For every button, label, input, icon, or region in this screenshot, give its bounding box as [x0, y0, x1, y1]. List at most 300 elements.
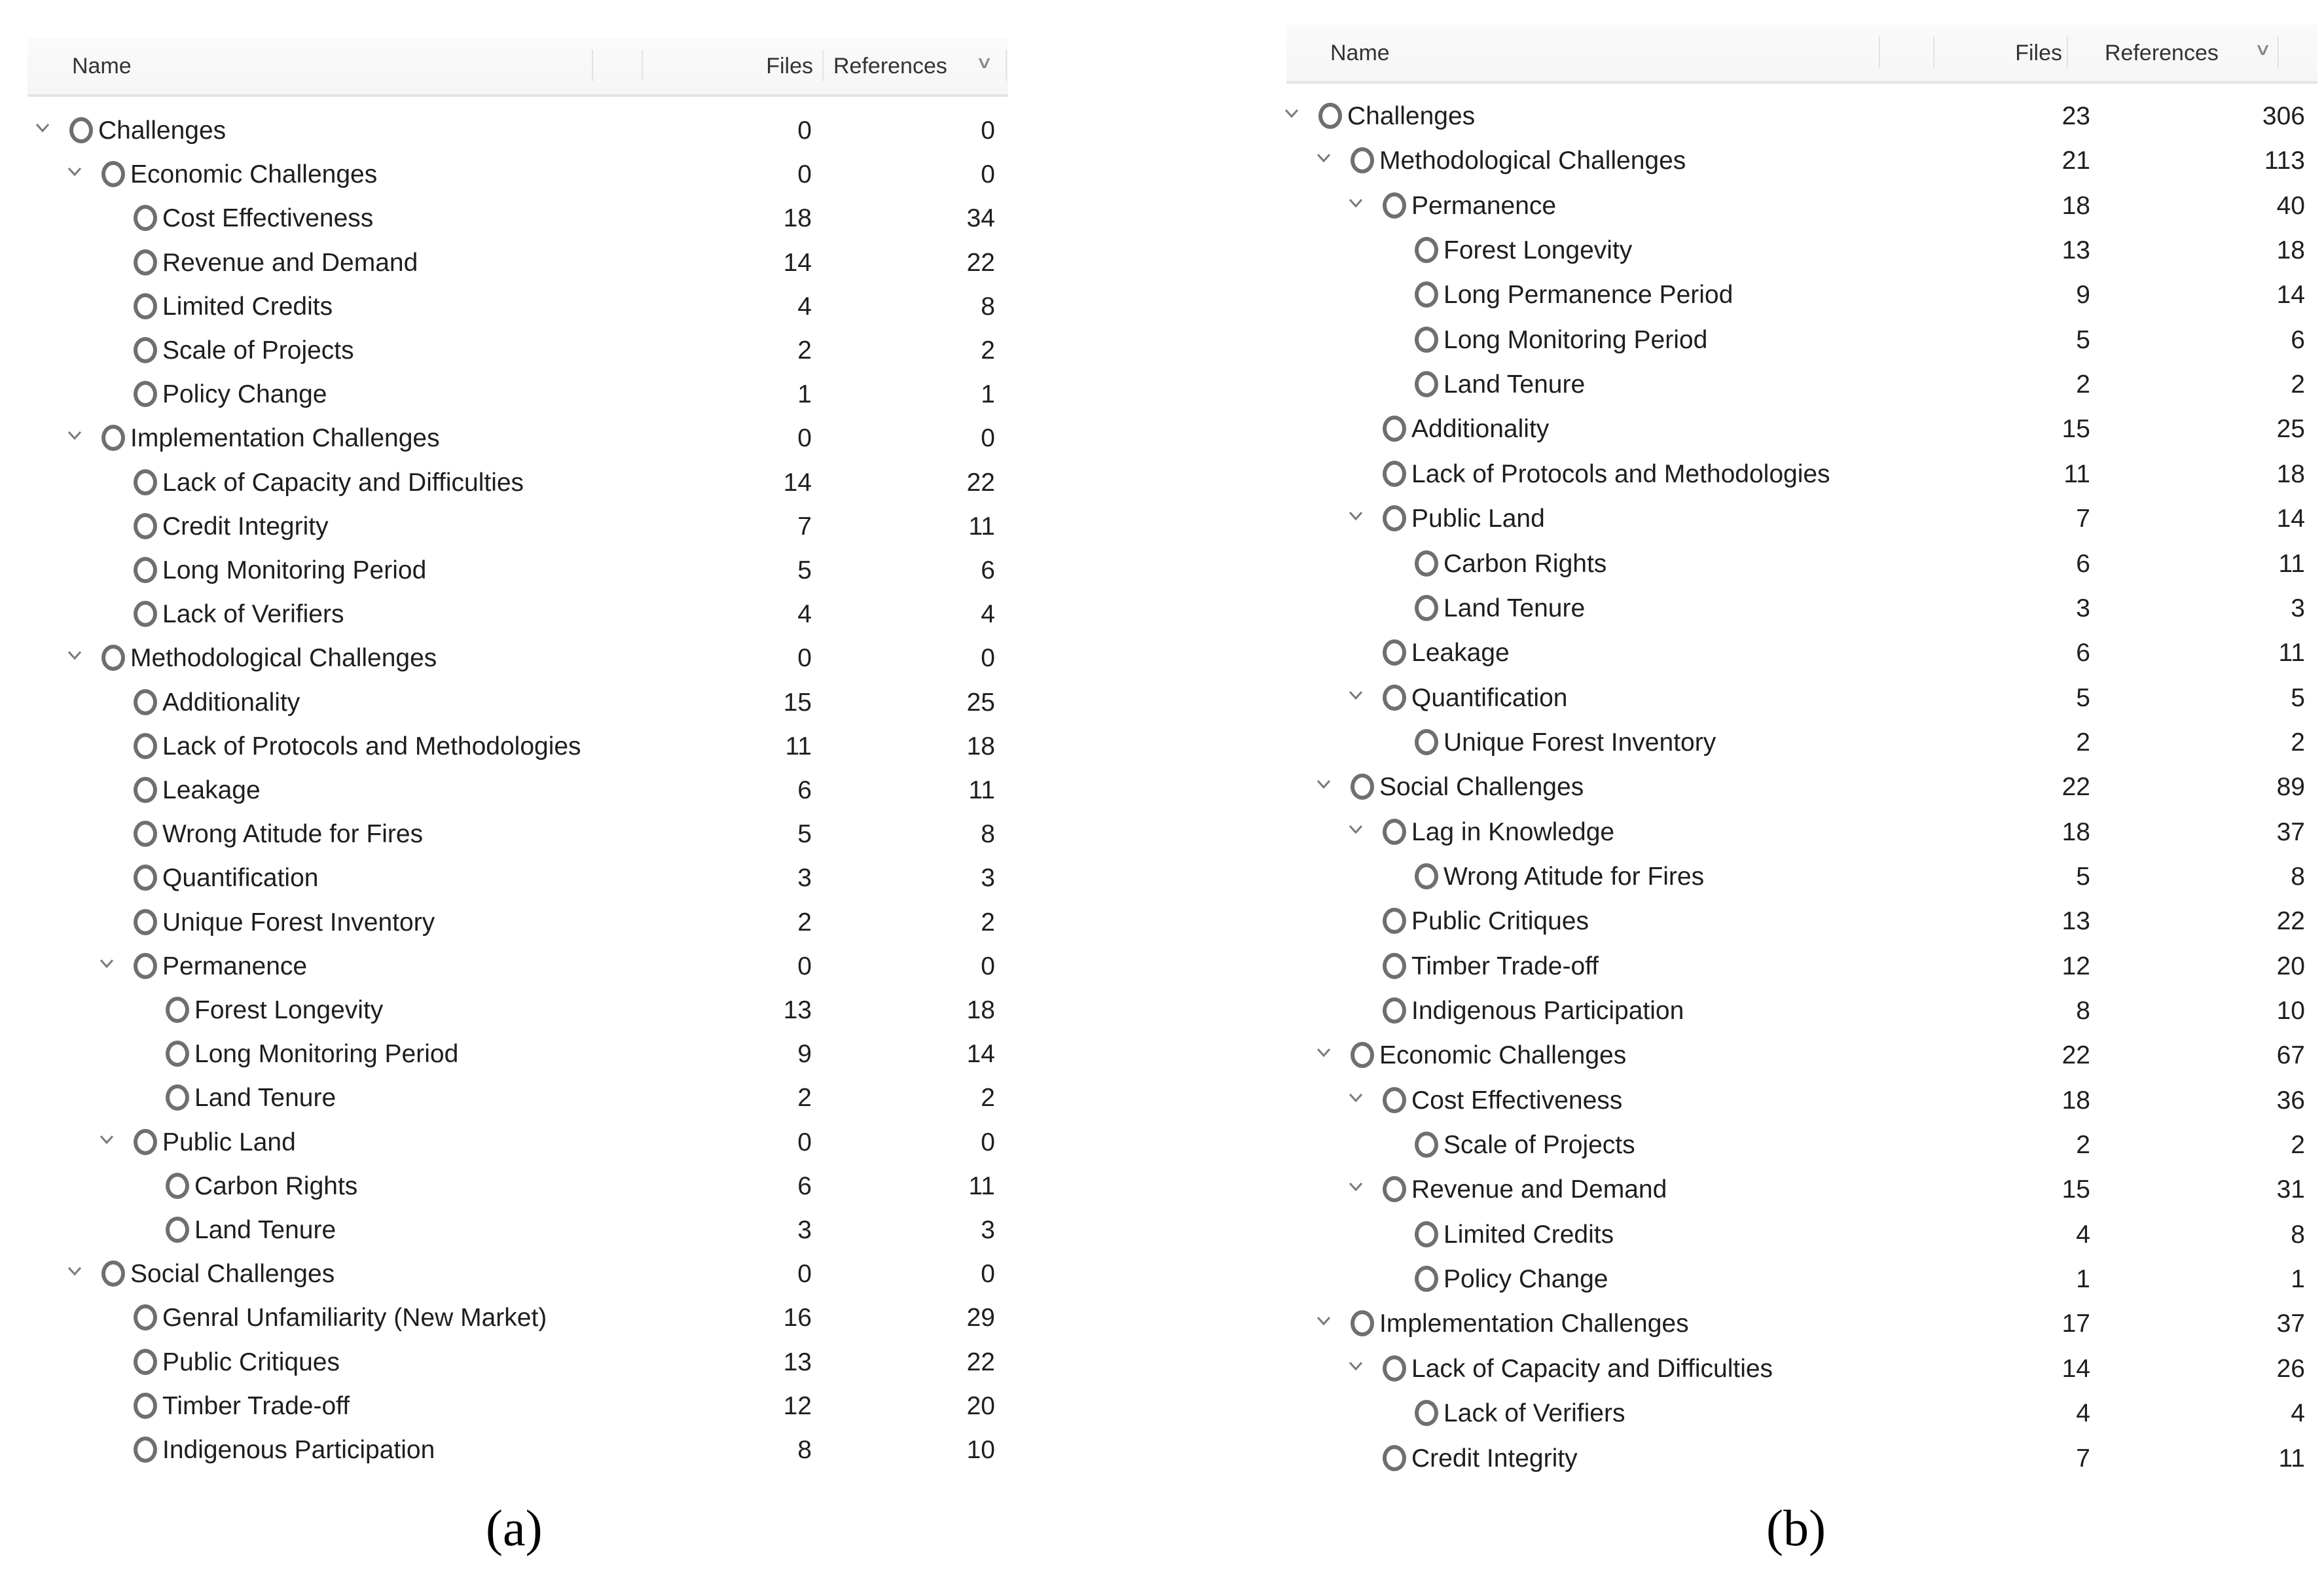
code-label: Unique Forest Inventory [162, 908, 435, 937]
tree-row[interactable] [27, 286, 1008, 329]
references-count: 11 [968, 1171, 995, 1200]
files-count: 18 [2061, 817, 2090, 846]
code-label: Long Permanence Period [1443, 281, 1734, 310]
code-label: Credit Integrity [1411, 1444, 1578, 1473]
references-count: 2 [2291, 728, 2305, 757]
code-node-icon [1383, 997, 1406, 1024]
files-count: 18 [2061, 191, 2090, 220]
tree-row[interactable] [1286, 766, 2317, 810]
references-count: 18 [966, 996, 995, 1024]
disclosure-chevron-icon[interactable] [98, 955, 115, 972]
disclosure-chevron-icon[interactable] [1315, 1044, 1332, 1061]
references-count: 0 [981, 424, 995, 453]
references-count: 89 [2276, 773, 2305, 802]
column-separator[interactable] [1879, 37, 1880, 68]
code-node-icon [134, 513, 157, 539]
references-count: 18 [2276, 236, 2305, 265]
code-label: Scale of Projects [162, 336, 354, 365]
code-node-icon [1351, 774, 1374, 800]
code-label: Revenue and Demand [1411, 1175, 1667, 1204]
references-count: 0 [981, 1260, 995, 1289]
code-node-icon [134, 1437, 157, 1463]
code-label: Economic Challenges [1379, 1041, 1627, 1070]
files-count: 5 [2076, 683, 2090, 712]
column-separator[interactable] [642, 50, 643, 81]
tree-row[interactable] [1286, 185, 2317, 228]
references-count: 10 [2276, 997, 2305, 1025]
references-count: 8 [981, 292, 995, 321]
references-count: 22 [966, 1348, 995, 1376]
disclosure-chevron-icon[interactable] [34, 119, 51, 136]
files-count: 0 [797, 424, 812, 453]
tree-row[interactable] [27, 857, 1008, 901]
tree-row[interactable] [1286, 1303, 2317, 1346]
disclosure-chevron-icon[interactable] [66, 427, 83, 444]
code-node-icon [1383, 685, 1406, 711]
tree-row[interactable] [1286, 364, 2317, 407]
tree-row[interactable] [27, 1166, 1008, 1209]
code-label: Limited Credits [1443, 1220, 1614, 1249]
column-header [27, 38, 1008, 97]
references-count: 4 [2291, 1399, 2305, 1428]
code-label: Indigenous Participation [1411, 997, 1684, 1025]
chevron-down-icon[interactable]: ∨ [2254, 39, 2272, 59]
code-node-icon [1383, 819, 1406, 845]
tree-row[interactable] [1286, 319, 2317, 363]
code-node-icon [1383, 1445, 1406, 1471]
code-node-icon [1351, 1310, 1374, 1336]
disclosure-chevron-icon[interactable] [1347, 194, 1364, 211]
references-count: 14 [2276, 505, 2305, 533]
tree-row[interactable] [1286, 677, 2317, 721]
code-label: Economic Challenges [130, 160, 378, 189]
files-count: 7 [2076, 505, 2090, 533]
code-label: Land Tenure [194, 1084, 336, 1113]
column-separator[interactable] [2278, 37, 2279, 68]
disclosure-chevron-icon[interactable] [66, 163, 83, 180]
tree-row[interactable] [1286, 1124, 2317, 1168]
code-label: Timber Trade-off [1411, 952, 1599, 980]
code-node-icon [134, 1129, 157, 1155]
tree-row[interactable] [1286, 1169, 2317, 1212]
files-count: 2 [797, 336, 812, 365]
tree-row[interactable] [1286, 230, 2317, 273]
references-count: 5 [2291, 683, 2305, 712]
disclosure-chevron-icon[interactable] [1315, 776, 1332, 793]
code-node-icon [134, 469, 157, 495]
code-node-icon [1383, 461, 1406, 487]
code-label: Leakage [162, 776, 261, 804]
files-count: 5 [797, 820, 812, 849]
files-count: 0 [797, 952, 812, 980]
files-count: 8 [797, 1436, 812, 1464]
code-label: Carbon Rights [1443, 549, 1607, 578]
files-count: 6 [2076, 639, 2090, 668]
files-count: 5 [2076, 862, 2090, 891]
code-label: Cost Effectiveness [162, 204, 374, 233]
files-count: 0 [797, 1128, 812, 1156]
column-separator[interactable] [1006, 50, 1007, 81]
tree-row[interactable] [27, 1342, 1008, 1385]
tree-row[interactable] [27, 242, 1008, 285]
tree-row[interactable] [27, 946, 1008, 989]
code-node-icon [134, 777, 157, 803]
files-count: 8 [2076, 997, 2090, 1025]
column-separator[interactable] [592, 50, 593, 81]
files-count: 4 [2076, 1399, 2090, 1428]
code-node-icon [1383, 192, 1406, 219]
references-count: 11 [2278, 1444, 2305, 1473]
tree-row[interactable] [1286, 722, 2317, 765]
references-count: 18 [966, 732, 995, 760]
tree-row[interactable] [27, 1297, 1008, 1340]
files-count: 2 [797, 908, 812, 937]
files-count: 6 [2076, 549, 2090, 578]
code-label: Leakage [1411, 639, 1510, 668]
disclosure-chevron-icon[interactable] [1347, 1089, 1364, 1106]
files-count: 14 [783, 248, 812, 277]
tree-row[interactable] [27, 990, 1008, 1033]
code-label: Policy Change [1443, 1265, 1608, 1294]
code-label: Public Critiques [1411, 907, 1589, 936]
code-node-icon [1351, 1042, 1374, 1068]
tree-row[interactable] [1286, 140, 2317, 183]
tree-row[interactable] [1286, 1438, 2317, 1481]
tree-row[interactable] [27, 462, 1008, 505]
references-count: 11 [2278, 639, 2305, 668]
tree-row[interactable] [27, 1033, 1008, 1077]
tree-row[interactable] [1286, 408, 2317, 452]
files-count: 1 [2076, 1265, 2090, 1294]
code-node-icon [1415, 237, 1438, 263]
code-node-icon [134, 381, 157, 407]
code-label: Carbon Rights [194, 1171, 358, 1200]
files-count: 14 [2061, 1354, 2090, 1383]
tree-row[interactable] [1286, 543, 2317, 586]
disclosure-chevron-icon[interactable] [98, 1131, 115, 1148]
files-count: 1 [797, 380, 812, 409]
column-name-header[interactable]: Name [1330, 41, 1390, 65]
tree-row[interactable] [27, 550, 1008, 593]
code-label: Implementation Challenges [130, 424, 440, 453]
code-node-icon [69, 117, 93, 143]
tree-row[interactable] [1286, 588, 2317, 631]
code-node-icon [134, 249, 157, 276]
disclosure-chevron-icon[interactable] [1315, 149, 1332, 166]
code-label: Policy Change [162, 380, 327, 409]
code-node-icon [1415, 1400, 1438, 1426]
panel-caption-a: (a) [486, 1499, 543, 1556]
references-count: 2 [981, 908, 995, 937]
disclosure-chevron-icon[interactable] [1283, 105, 1300, 122]
column-separator[interactable] [2067, 37, 2068, 68]
references-count: 18 [2276, 459, 2305, 488]
references-count: 20 [2276, 952, 2305, 980]
tree-row[interactable] [27, 1429, 1008, 1473]
code-node-icon [1415, 281, 1438, 308]
code-node-icon [166, 997, 189, 1023]
tree-row[interactable] [1286, 812, 2317, 855]
code-label: Methodological Challenges [130, 644, 437, 673]
references-count: 0 [981, 644, 995, 673]
tree-row[interactable] [27, 418, 1008, 461]
tree-row[interactable] [27, 110, 1008, 153]
code-node-icon [134, 689, 157, 715]
code-label: Forest Longevity [194, 996, 384, 1024]
tree-row[interactable] [27, 1122, 1008, 1165]
tree-row[interactable] [27, 1253, 1008, 1296]
references-count: 6 [2291, 325, 2305, 354]
files-count: 18 [2061, 1086, 2090, 1115]
code-node-icon [166, 1041, 189, 1067]
code-label: Scale of Projects [1443, 1131, 1635, 1160]
code-label: Timber Trade-off [162, 1391, 350, 1420]
references-count: 2 [981, 336, 995, 365]
code-node-icon [101, 1260, 125, 1287]
files-count: 13 [2061, 236, 2090, 265]
code-label: Social Challenges [1379, 773, 1584, 802]
tree-row[interactable] [27, 1385, 1008, 1429]
references-count: 37 [2276, 1310, 2305, 1338]
code-node-icon [1383, 953, 1406, 979]
tree-row[interactable] [27, 374, 1008, 417]
code-label: Wrong Atitude for Fires [162, 820, 424, 849]
disclosure-chevron-icon[interactable] [1347, 507, 1364, 524]
tree-row[interactable] [27, 154, 1008, 197]
tree-row[interactable] [27, 330, 1008, 373]
codes-tree-panel-a [27, 38, 1008, 1464]
tree-row[interactable] [27, 770, 1008, 813]
disclosure-chevron-icon[interactable] [1347, 687, 1364, 704]
tree-row[interactable] [1286, 1080, 2317, 1123]
references-count: 25 [2276, 415, 2305, 444]
tree-row[interactable] [27, 902, 1008, 945]
tree-row[interactable] [1286, 498, 2317, 541]
files-count: 22 [2061, 773, 2090, 802]
code-node-icon [134, 865, 157, 891]
code-node-icon [1415, 729, 1438, 755]
references-count: 14 [966, 1040, 995, 1069]
tree-row[interactable] [27, 198, 1008, 241]
code-node-icon [134, 953, 157, 979]
files-count: 4 [797, 600, 812, 629]
panel-caption-b: (b) [1766, 1499, 1826, 1556]
disclosure-chevron-icon[interactable] [1347, 821, 1364, 838]
tree-row[interactable] [1286, 1348, 2317, 1391]
tree-row[interactable] [27, 1077, 1008, 1120]
tree-row[interactable] [1286, 1259, 2317, 1302]
files-count: 12 [783, 1391, 812, 1420]
tree-row[interactable] [1286, 990, 2317, 1033]
files-count: 5 [797, 556, 812, 584]
disclosure-chevron-icon[interactable] [1347, 1178, 1364, 1195]
code-node-icon [1318, 103, 1342, 129]
files-count: 9 [797, 1040, 812, 1069]
files-count: 5 [2076, 325, 2090, 354]
files-count: 13 [783, 1348, 812, 1376]
references-count: 31 [2276, 1175, 2305, 1204]
files-count: 12 [2061, 952, 2090, 980]
files-count: 11 [2063, 459, 2090, 488]
code-label: Lack of Protocols and Methodologies [1411, 459, 1830, 488]
code-node-icon [1383, 1087, 1406, 1113]
references-count: 8 [981, 820, 995, 849]
references-count: 2 [2291, 370, 2305, 399]
code-label: Quantification [1411, 683, 1568, 712]
references-count: 11 [968, 512, 995, 541]
code-label: Indigenous Participation [162, 1436, 435, 1464]
code-node-icon [1415, 1132, 1438, 1158]
code-label: Limited Credits [162, 292, 333, 321]
column-separator[interactable] [1933, 37, 1934, 68]
references-count: 8 [2291, 862, 2305, 891]
code-node-icon [1415, 595, 1438, 621]
files-count: 7 [797, 512, 812, 541]
code-label: Credit Integrity [162, 512, 329, 541]
code-label: Land Tenure [1443, 370, 1586, 399]
column-separator[interactable] [822, 50, 824, 81]
tree-row[interactable] [27, 813, 1008, 857]
code-label: Revenue and Demand [162, 248, 418, 277]
disclosure-chevron-icon[interactable] [1315, 1312, 1332, 1329]
files-count: 14 [783, 468, 812, 497]
files-count: 6 [797, 776, 812, 804]
files-count: 13 [783, 996, 812, 1024]
references-count: 22 [966, 468, 995, 497]
references-count: 10 [966, 1436, 995, 1464]
files-count: 23 [2061, 102, 2090, 130]
code-label: Public Land [162, 1128, 296, 1156]
files-count: 9 [2076, 281, 2090, 310]
code-node-icon [1351, 147, 1374, 173]
code-label: Implementation Challenges [1379, 1310, 1689, 1338]
code-label: Long Monitoring Period [1443, 325, 1708, 354]
code-label: Additionality [1411, 415, 1550, 444]
files-count: 2 [2076, 1131, 2090, 1160]
tree-row[interactable] [27, 637, 1008, 681]
files-count: 2 [797, 1084, 812, 1113]
code-node-icon [134, 1393, 157, 1419]
column-files-header[interactable]: Files [766, 54, 813, 79]
code-label: Quantification [162, 864, 319, 893]
references-count: 3 [2291, 594, 2305, 622]
disclosure-chevron-icon[interactable] [66, 647, 83, 664]
tree-row[interactable] [1286, 274, 2317, 317]
tree-row[interactable] [1286, 632, 2317, 675]
code-node-icon [1383, 908, 1406, 934]
files-count: 0 [797, 160, 812, 189]
files-count: 2 [2076, 728, 2090, 757]
code-node-icon [134, 293, 157, 319]
files-count: 6 [797, 1171, 812, 1200]
tree-row[interactable] [27, 1209, 1008, 1253]
code-label: Lack of Capacity and Difficulties [162, 468, 524, 497]
files-count: 21 [2061, 147, 2090, 175]
code-label: Additionality [162, 688, 300, 717]
files-count: 3 [2076, 594, 2090, 622]
files-count: 4 [2076, 1220, 2090, 1249]
code-label: Long Monitoring Period [194, 1040, 459, 1069]
tree-row[interactable] [1286, 1035, 2317, 1078]
chevron-down-icon[interactable]: ∨ [975, 52, 993, 72]
references-count: 11 [2278, 549, 2305, 578]
column-references-header[interactable]: References [2105, 41, 2219, 65]
code-node-icon [1415, 550, 1438, 577]
references-count: 22 [966, 248, 995, 277]
tree-row[interactable] [1286, 454, 2317, 497]
code-node-icon [1383, 1355, 1406, 1382]
files-count: 2 [2076, 370, 2090, 399]
tree-row[interactable] [27, 506, 1008, 549]
code-node-icon [1415, 371, 1438, 397]
tree-row[interactable] [1286, 1393, 2317, 1436]
tree-row[interactable] [1286, 1214, 2317, 1257]
files-count: 4 [797, 292, 812, 321]
disclosure-chevron-icon[interactable] [66, 1262, 83, 1279]
code-label: Wrong Atitude for Fires [1443, 862, 1705, 891]
code-label: Social Challenges [130, 1260, 335, 1289]
references-count: 1 [981, 380, 995, 409]
code-node-icon [166, 1217, 189, 1243]
code-label: Public Critiques [162, 1348, 340, 1376]
references-count: 36 [2276, 1086, 2305, 1115]
tree-row[interactable] [27, 726, 1008, 769]
files-count: 18 [783, 204, 812, 233]
column-files-header[interactable]: Files [2015, 41, 2062, 65]
code-label: Permanence [162, 952, 308, 980]
references-count: 3 [981, 864, 995, 893]
column-references-header[interactable]: References [833, 54, 947, 79]
tree-row[interactable] [27, 594, 1008, 637]
tree-row[interactable] [27, 682, 1008, 725]
references-count: 67 [2276, 1041, 2305, 1070]
references-count: 6 [981, 556, 995, 584]
code-node-icon [134, 909, 157, 935]
code-node-icon [1383, 1176, 1406, 1202]
references-count: 0 [981, 160, 995, 189]
codes-tree-panel-b [1286, 25, 2317, 1473]
files-count: 17 [2061, 1310, 2090, 1338]
code-node-icon [166, 1173, 189, 1199]
code-node-icon [134, 1304, 157, 1331]
references-count: 20 [966, 1391, 995, 1420]
references-count: 4 [981, 600, 995, 629]
references-count: 22 [2276, 907, 2305, 936]
tree-row[interactable] [1286, 856, 2317, 899]
column-name-header[interactable]: Name [72, 54, 132, 79]
tree-row[interactable] [1286, 946, 2317, 989]
code-label: Public Land [1411, 505, 1545, 533]
files-count: 16 [783, 1304, 812, 1332]
code-node-icon [1415, 1266, 1438, 1292]
code-label: Methodological Challenges [1379, 147, 1686, 175]
code-node-icon [1383, 416, 1406, 442]
code-label: Challenges [1347, 102, 1476, 130]
references-count: 8 [2291, 1220, 2305, 1249]
references-count: 14 [2276, 281, 2305, 310]
disclosure-chevron-icon[interactable] [1347, 1357, 1364, 1374]
references-count: 1 [2291, 1265, 2305, 1294]
code-node-icon [166, 1084, 189, 1111]
files-count: 11 [785, 732, 812, 760]
tree-row[interactable] [1286, 96, 2317, 139]
code-label: Unique Forest Inventory [1443, 728, 1716, 757]
code-label: Land Tenure [1443, 594, 1586, 622]
code-node-icon [1383, 639, 1406, 666]
code-label: Permanence [1411, 191, 1557, 220]
code-label: Cost Effectiveness [1411, 1086, 1623, 1115]
tree-row[interactable] [1286, 901, 2317, 944]
